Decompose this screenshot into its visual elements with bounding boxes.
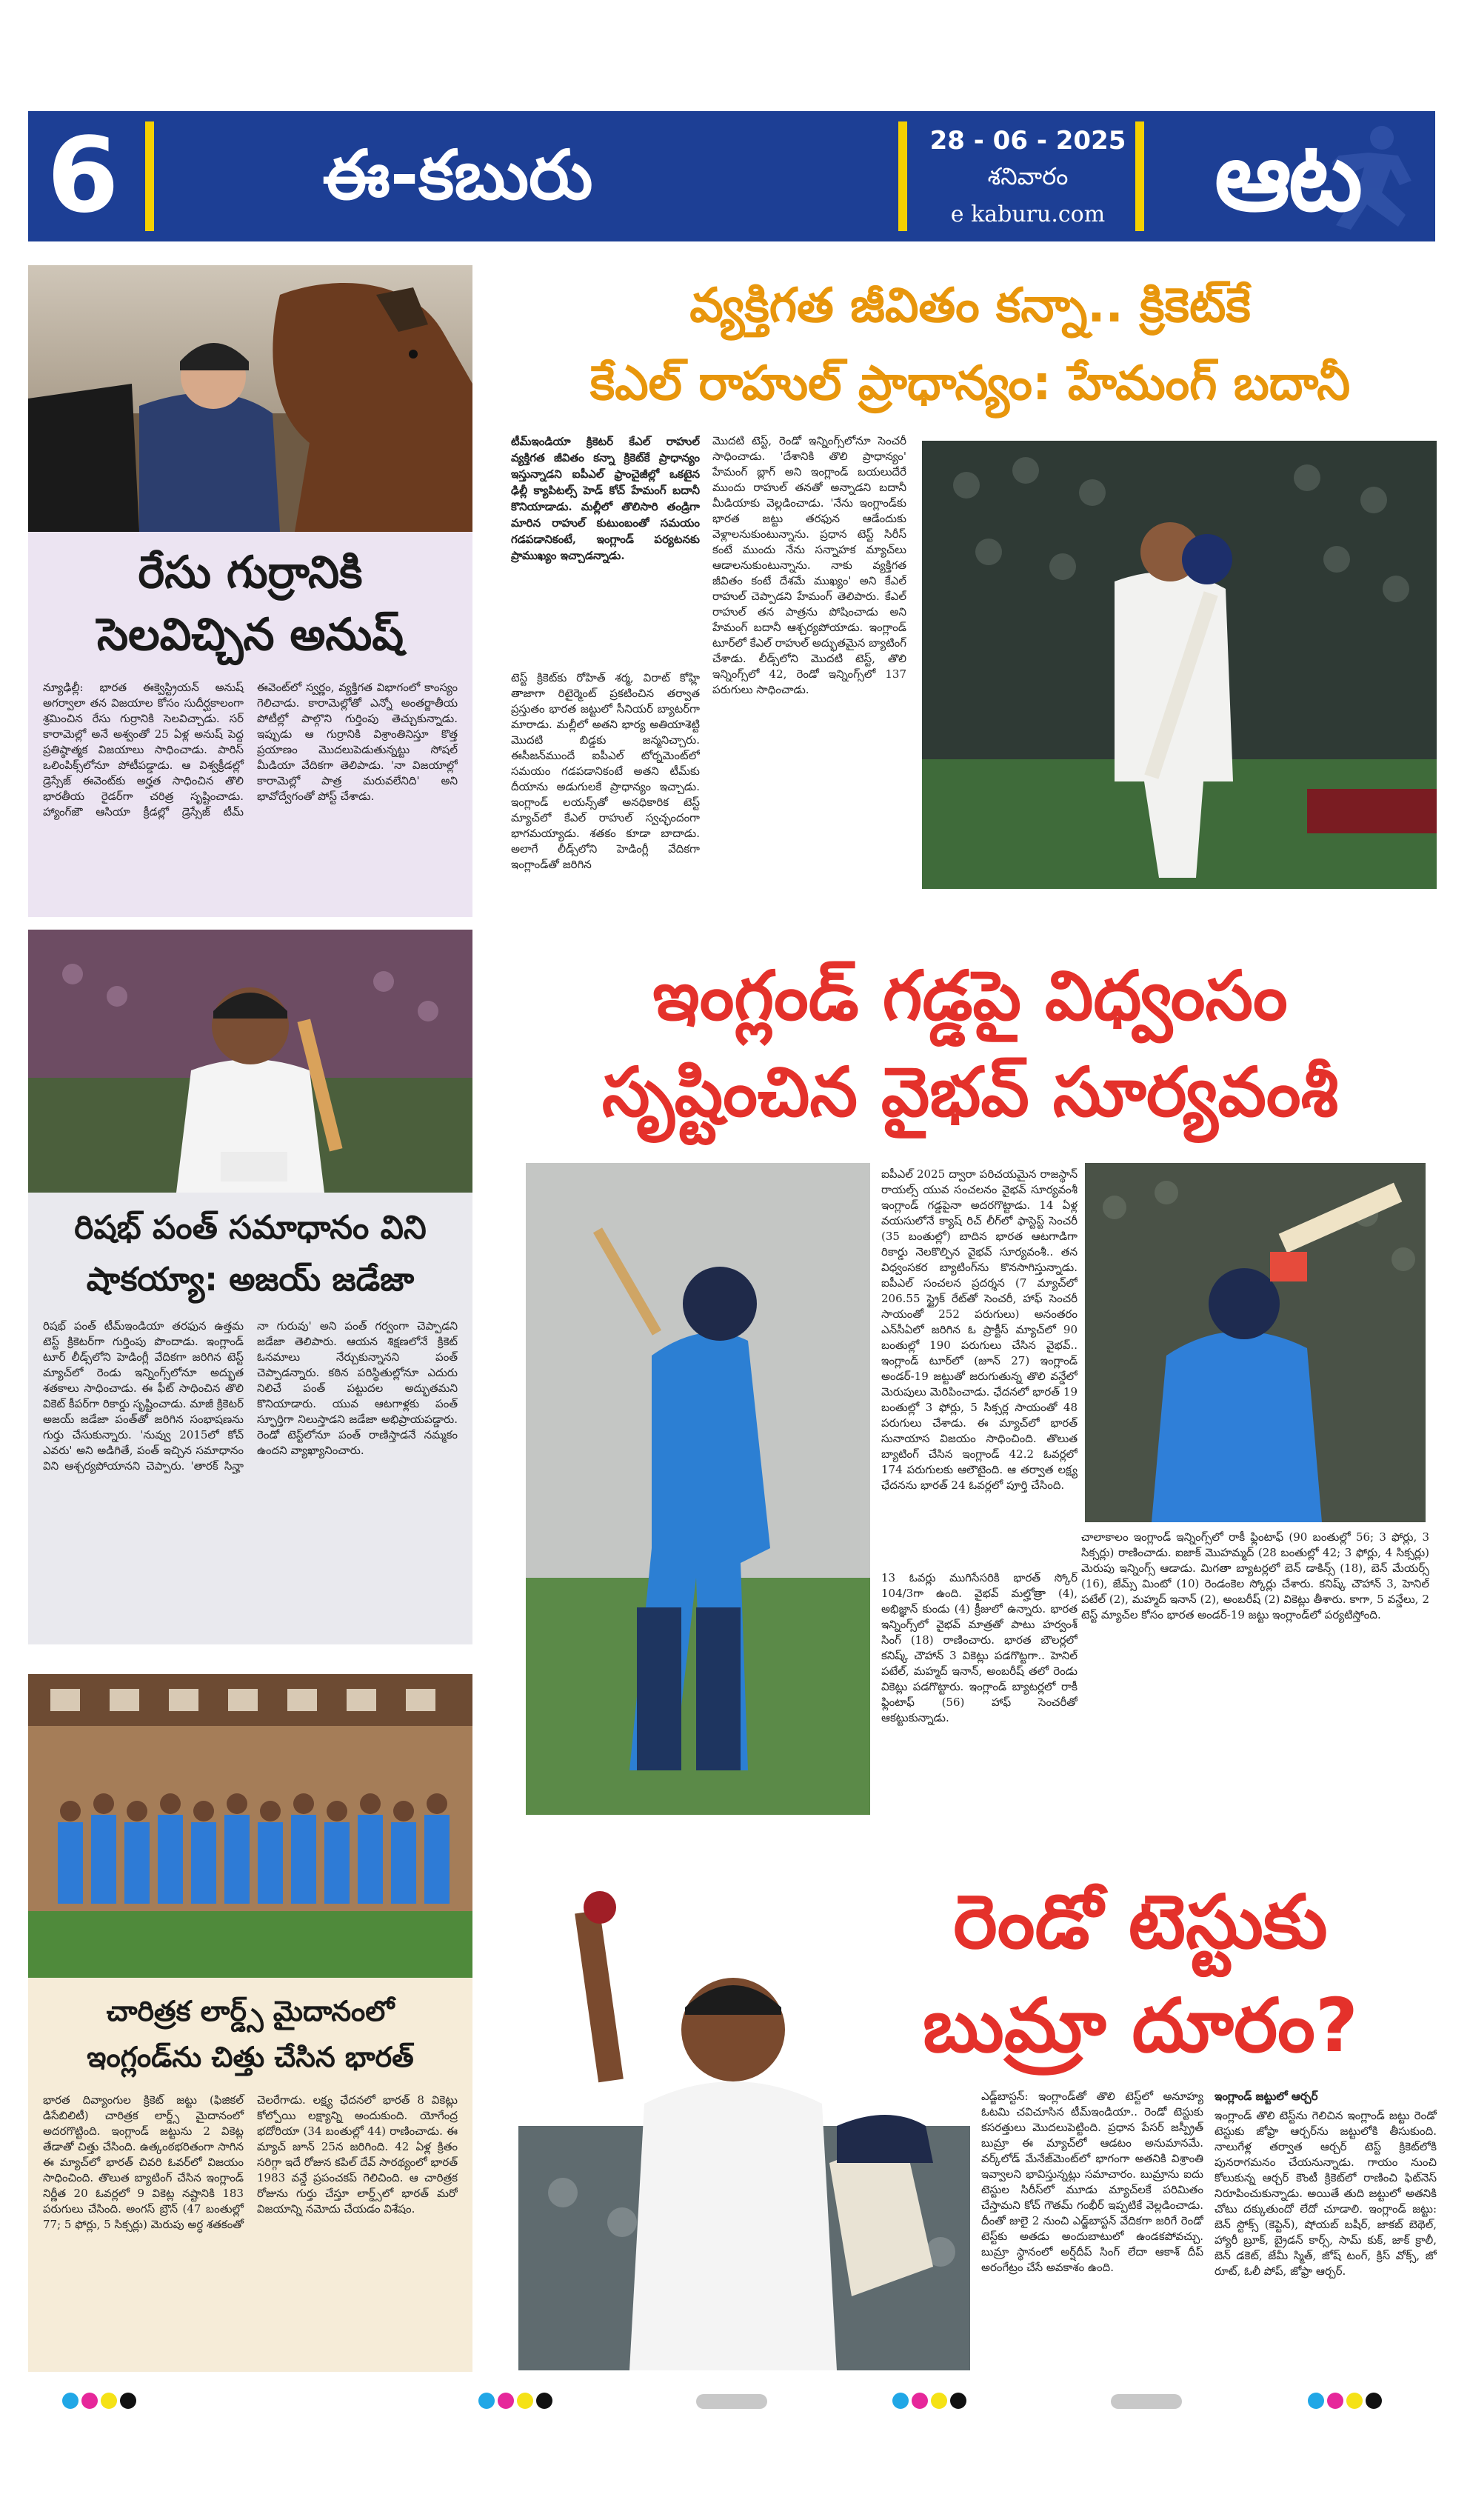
bumrah-headline-1: రెండో టెస్టుకు bbox=[953, 1879, 1328, 1965]
bumrah-body-right: ఇంగ్లాండ్ తొలి టెస్ట్‌ను గెలిచిన ఇంగ్లాండ్ జట్టు రెండో టెస్టుకు జోఫ్రా ఆర్చర్‌ను జట్టులోకి తీసుకుంది. నాలుగేళ్ల తర్వాత ఆర్చర్ టెస్ట్ క్రికెట్‌లోకి పునరాగమనం చేయనున్నాడు. గాయం నుంచి కోలుకున్న ఆర్చర్ కౌంటీ క్రికెట్‌లో రాణించి ఫిట్‌నెస్ నిరూపించుకున్నాడు. అయితే తుది జట్టులో అతనికి చోటు దక్కుతుందో లేదో చూడాలి. ఇంగ్లాండ్ జట్టు: బెన్ స్టోక్స్ (కెప్టెన్), షోయబ్ బషీర్, జాకబ్ బెథెల్, హ్యారీ బ్రూక్, బ్రైడన్ కార్స్, సామ్ కుక్, జాక్ క్రాలీ, బెన్ డకెట్, జేమీ స్మిత్, జోష్ టంగ్, క్రిస్ వోక్స్, జో రూట్, ఓలీ పోప్, జోఫ్రా ఆర్చర్. bbox=[1215, 2109, 1437, 2278]
anush-headline-2: సెలవిచ్చిన అనుష్ bbox=[96, 609, 404, 661]
masthead-divider bbox=[1135, 121, 1144, 231]
page-number: 6 bbox=[47, 116, 119, 236]
masthead-divider bbox=[145, 121, 154, 231]
color-registration-mark bbox=[478, 2393, 555, 2409]
bumrah-subhead: ఇంగ్లాండ్ జట్టులో ఆర్చర్ bbox=[1215, 2090, 1318, 2103]
masthead-divider bbox=[898, 121, 907, 231]
vaibhav-headline-2: సృష్టించిన వైభవ్ సూర్యవంశీ bbox=[601, 1053, 1339, 1132]
registration-bar bbox=[696, 2394, 767, 2409]
rahul-col2: మొదటి టెస్ట్, రెండో ఇన్నింగ్స్‌లోనూ సెంచరీ సాధించాడు. 'దేశానికి తొలి ప్రాధాన్యం' హేమంగ్ బ్లాగ్ అని ఇంగ్లాండ్ బయలుదేరే ముందు రాహుల్ తనతో అన్నాడని బదానీ మీడియాకు వెల్లడించాడు. 'నేను ఇంగ్లాండ్‌కు భారత జట్టు తరఫున ఆడేందుకు వెళ్లాలనుకుంటున్నాను. ప్రధాన టెస్ట్ సిరీస్ కంటే ముందు నేను సన్నాహక మ్యాచ్‌లు ఆడాలనుకుంటున్నాను. నాకు వ్యక్తిగత జీవితం కంటే దేశమే ముఖ్యం' అని కేఎల్ రాహుల్ చెప్పాడని హేమంగ్ తెలిపారు. కేఎల్ రాహుల్ తన పాత్రను పోషించాడు అని హేమంగ్ బదానీ ఆశ్చర్యపోయాడు. ఇంగ్లాండ్ టూర్‌లో కేఎల్ రాహుల్ అద్భుతమైన బ్యాటింగ్ చేశాడు. లీడ్స్‌లోని మొదటి టెస్ట్, తొలి ఇన్నింగ్స్‌లో 42, రెండో ఇన్నింగ్స్‌లో 137 పరుగులు సాధించాడు. bbox=[712, 434, 906, 696]
lords-headline-2: ఇంగ్లండ్‌ను చిత్తు చేసిన భారత్ bbox=[87, 2041, 414, 2073]
rahul-headline-2: కేఎల్ రాహుల్ ప్రాధాన్యం: హేమంగ్ బదానీ bbox=[589, 356, 1351, 411]
color-registration-mark bbox=[892, 2393, 969, 2409]
vaibhav-body-right: చాలాకాలం ఇంగ్లాండ్ ఇన్నింగ్స్‌లో రాకీ ఫ్లింటాఫ్ (90 బంతుల్లో 56; 3 ఫోర్లు, 3 సిక్సర్లు) రాణించాడు. ఐజాక్ మొహమ్మద్ (28 బంతుల్లో 42; 3 ఫోర్లు, 4 సిక్సర్లు) మెరుపు ఇన్నింగ్స్ ఆడాడు. మిగతా బ్యాటర్లలో బెన్ డాకిన్స్ (18), బెన్ మేయర్స్ (16), జేమ్స్ మింటో (10) రెండంకెల స్కోర్లు చేశారు. కనిష్క్ చౌహాన్ 3, హెనిల్ పటేల్ (2), మహ్మద్ ఇనాన్ (2), అంబరీష్ (2) వికెట్లు తీశారు. కాగా, 5 వన్డేలు, 2 టెస్ట్ మ్యాచ్‌ల కోసం భారత అండర్-19 జట్టు ఇంగ్లాండ్‌లో పర్యటిస్తోంది. bbox=[1081, 1530, 1429, 1621]
section-title: ఆట bbox=[1214, 120, 1360, 233]
paper-name: ఈ-కబురు bbox=[322, 136, 593, 215]
vaibhav-photo-right bbox=[1085, 1163, 1426, 1522]
issue-date: 28 - 06 - 2025 bbox=[929, 126, 1126, 156]
rahul-col1: టెస్ట్ క్రికెట్‌కు రోహిత్ శర్మ, విరాట్ కోహ్లి తాజాగా రిటైర్మెంట్ ప్రకటించిన తర్వాత ప్రస్తుతం భారత జట్టులో సీనియర్ బ్యాటర్‌గా మారాడు. మల్లీలో అతని భార్య అతియాశెట్టి మొదటి బిడ్డకు జన్మనిచ్చారు. ఈసీజన్‌ముందే ఐపీఎల్ టోర్నమెంట్‌లో సమయం గడపడానికంటే అతని టీమ్‌కు దీయాను అడుగులకే ప్రాధాన్యం ఇచ్చాడు. ఇంగ్లాండ్ లయన్స్‌తో అనధికారిక టెస్ట్ మ్యాచ్‌లో కేఎల్ రాహుల్ స్వచ్ఛందంగా భాగమయ్యాడు. శతకం కూడా బాదాడు. అలాగే లీడ్స్‌లోని హెడింగ్లీ వేదికగా ఇంగ్లాండ్‌తో జరిగిన bbox=[511, 671, 700, 871]
issue-day: శనివారం bbox=[987, 162, 1069, 190]
color-registration-mark bbox=[1308, 2393, 1385, 2409]
pant-headline-1: రిషభ్ పంత్ సమాధానం విని bbox=[74, 1209, 427, 1247]
pant-photo bbox=[28, 930, 472, 1193]
vaibhav-body-mid: ఐపీఎల్ 2025 ద్వారా పరిచయమైన రాజస్థాన్ రాయల్స్ యువ సంచలనం వైభవ్ సూర్యవంశీ ఇంగ్లాండ్ గడ్డపైనా అదరగొట్టాడు. 14 ఏళ్ల వయసులోనే క్యాష్ రిచ్ లీగ్‌లో ఫాస్టెస్ట్ సెంచరీ (35 బంతుల్లో) బాదిన భారత ఆటగాడిగా రికార్డు నెలకొల్పిన వైభవ్ సూర్యవంశీ.. తన విధ్వంసకర బ్యాటింగ్‌ను కొనసాగిస్తున్నాడు. ఐపీఎల్ సంచలన ప్రదర్శన (7 మ్యాచ్‌లో 206.55 స్ట్రైక్ రేట్‌తో సెంచరీ, హాఫ్ సెంచరీ సాయంతో 252 పరుగులు) అనంతరం ఎన్‌సీఏలో జరిగిన ఓ ప్రాక్టీస్ మ్యాచ్‌లో 90 బంతుల్లో 190 పరుగులు చేసిన వైభవ్.. ఇంగ్లాండ్ టూర్‌లో (జూన్ 27) ఇంగ్లాండ్ అండర్-19 జట్టుతో జరుగుతున్న తొలి వన్డేలో మెరుపులు మెరిపించాడు. ఛేదనలో భారత్ 19 బంతుల్లో 3 ఫోర్లు, 5 సిక్సర్ల సాయంతో 48 పరుగులు చేశాడు. ఈ మ్యాచ్‌లో భారత్ సునాయాస విజయం సాధించింది. తొలుత బ్యాటింగ్ చేసిన ఇంగ్లాండ్ 42.2 ఓవర్లలో 174 పరుగులకు ఆలౌటైంది. ఆ తర్వాత లక్ష్య ఛేదనను భారత్ 24 ఓవర్లలో పూర్తి చేసింది. bbox=[881, 1167, 1078, 1492]
vaibhav-photo-left bbox=[526, 1163, 870, 1815]
rahul-lead: టీమ్‌ఇండియా క్రికెటర్ కేఎల్ రాహుల్ వ్యక్తిగత జీవితం కన్నా క్రికెట్‌కే ప్రాధాన్యం ఇస్తున్నాడని ఐపీఎల్ ఫ్రాంచైజీల్లో ఒకటైన ఢిల్లీ క్యాపిటల్స్ హెడ్ కోచ్ హేమంగ్ బదానీ కొనియాడాడు. మల్లీలో తొలిసారి తండ్రిగా మారిన రాహుల్ కుటుంబంతో సమయం గడపడానికంటే, ఇంగ్లాండ్ పర్యటనకు ప్రాముఖ్యం ఇచ్చాడన్నాడు. bbox=[511, 435, 700, 562]
lords-body: భారత దివ్యాంగుల క్రికెట్ జట్టు (ఫిజికల్ డిసేబిలిటీ) చారిత్రక లార్డ్స్ మైదానంలో అదరగొట్టింది. ఇంగ్లాండ్ జట్టును 2 వికెట్ల తేడాతో చిత్తు చేసింది. ఉత్కంఠభరితంగా సాగిన ఈ మ్యాచ్‌లో భారత్ చివరి ఓవర్‌లో విజయం సాధించింది. తొలుత బ్యాటింగ్ చేసిన ఇంగ్లాండ్ నిర్ణీత 20 ఓవర్లలో 9 వికెట్ల నష్టానికి 183 పరుగులు చేసింది. అంగస్ బ్రౌన్ (47 బంతుల్లో 77; 5 ఫోర్లు, 5 సిక్సర్లు) మెరుపు అర్ధ శతకంతో చెలరేగాడు. లక్ష్య ఛేదనలో భారత్ 8 వికెట్లు కోల్పోయి లక్ష్యాన్ని అందుకుంది. యోగేంద్ర భదోరియా (34 బంతుల్లో 44) రాణించాడు. ఈ మ్యాచ్ జూన్ 25న జరిగింది. 42 ఏళ్ల క్రితం సరిగ్గా ఇదే రోజున కపిల్ దేవ్ సారథ్యంలో భారత్ 1983 వన్డే ప్రపంచకప్ గెలిచింది. ఆ చారిత్రక రోజును గుర్తు చేస్తూ లార్డ్స్‌లో భారత్ మరో విజయాన్ని నమోదు చేయడం విశేషం. bbox=[43, 2093, 458, 2231]
bumrah-headline-2: బుమ్రా దూరం? bbox=[923, 1982, 1358, 2069]
registration-bar bbox=[1111, 2394, 1182, 2409]
lords-team-photo bbox=[28, 1674, 472, 1978]
pant-headline-2: షాకయ్యా: అజయ్ జడేజా bbox=[86, 1261, 415, 1299]
anush-body: న్యూఢిల్లీ: భారత ఈక్వెస్ట్రియన్ అనుష్ అగర్వాలా తన విజయాల కోసం సుదీర్ఘకాలంగా శ్రమించిన రేసు గుర్రానికి సెలవిచ్చాడు. సర్ కారామెల్లో అనే అశ్వంతో 25 ఏళ్ల అనుష్ పెద్ద ప్రతిష్ఠాత్మక విజయాలు సాధించాడు. పారిస్ ఒలింపిక్స్‌లోనూ పోటీపడ్డాడు. ఆ విశ్వక్రీడల్లో డ్రెస్సేజ్ ఈవెంట్‌కు అర్హత సాధించిన తొలి భారతీయ రైడర్‌గా చరిత్ర సృష్టించాడు. హ్యాంగ్‌జౌ ఆసియా క్రీడల్లో డ్రెస్సేజ్ టీమ్ ఈవెంట్‌లో స్వర్ణం, వ్యక్తిగత విభాగంలో కాంస్యం గెలిచాడు. కారామెల్లోతో ఎన్నో అంతర్జాతీయ పోటీల్లో పాల్గొని గుర్తింపు తెచ్చుకున్నాడు. ఇప్పుడు ఆ గుర్రానికి విశ్రాంతినిస్తూ కొత్త ప్రయాణం మొదలుపెడుతున్నట్టు సోషల్ మీడియా వేదికగా తెలిపాడు. 'నా విజయాల్లో కారామెల్లో పాత్ర మరువలేనిది' అని భావోద్వేగంతో పోస్ట్ చేశాడు. bbox=[43, 681, 458, 819]
website[interactable]: e kaburu.com bbox=[950, 201, 1106, 227]
vaibhav-headline-1: ఇంగ్లండ్ గడ్డపై విధ్వంసం bbox=[652, 956, 1288, 1036]
rahul-headline-1: వ్యక్తిగత జీవితం కన్నా.. క్రికెట్‌కే bbox=[689, 279, 1251, 333]
anush-photo bbox=[28, 265, 472, 532]
color-registration-mark bbox=[62, 2393, 139, 2409]
anush-headline-1: రేసు గుర్రానికి bbox=[138, 547, 363, 599]
bumrah-body-left: ఎడ్జ్‌బాస్టన్: ఇంగ్లాండ్‌తో తొలి టెస్ట్‌లో అనూహ్య ఓటమి చవిచూసిన టీమ్‌ఇండియా.. రెండో టెస్టుకు కసరత్తులు మొదలుపెట్టింది. ప్రధాన పేసర్ జస్ప్రీత్ బుమ్రా ఈ మ్యాచ్‌లో ఆడటం అనుమానమే. వర్క్‌లోడ్ మేనేజ్‌మెంట్‌లో భాగంగా అతనికి విశ్రాంతి ఇవ్వాలని భావిస్తున్నట్లు సమాచారం. బుమ్రాను ఐదు టెస్టుల సిరీస్‌లో మూడు మ్యాచ్‌లకే పరిమితం చేస్తామని కోచ్ గౌతమ్ గంభీర్ ఇప్పటికే వెల్లడించాడు. దీంతో జులై 2 నుంచి ఎడ్జ్‌బాస్టన్ వేదికగా జరిగే రెండో టెస్ట్‌కు అతడు అందుబాటులో ఉండకపోవచ్చు. బుమ్రా స్థానంలో అర్ష్‌దీప్ సింగ్ లేదా ఆకాశ్ దీప్ అరంగేట్రం చేసే అవకాశం ఉంది. bbox=[981, 2090, 1203, 2274]
rahul-photo bbox=[922, 441, 1437, 889]
vaibhav-body-bottom: 13 ఓవర్లు ముగిసేసరికి భారత్ స్కోర్ 104/3గా ఉంది. వైభవ్ మల్హోత్రా (4), అభిజ్ఞాన్ కుండు (4) క్రీజులో ఉన్నారు. భారత ఇన్నింగ్స్‌లో వైభవ్ మాత్రతో పాటు హర్వంశ్ సింగ్ (18) రాణించారు. భారత బౌలర్లలో కనిష్క్ చౌహాన్ 3 వికెట్లు పడగొట్టగా.. హెనిల్ పటేల్, మహ్మద్ ఇనాన్, అంబరీష్ తలో రెండు వికెట్లు పడగొట్టారు. ఇంగ్లాండ్ బ్యాటర్లలో రాకీ ఫ్లింటాఫ్ (56) హాఫ్ సెంచరీతో ఆకట్టుకున్నాడు. bbox=[881, 1571, 1078, 1724]
pant-body: రిషభ్ పంత్ టీమ్‌ఇండియా తరఫున ఉత్తమ టెస్ట్ క్రికెటర్‌గా గుర్తింపు పొందాడు. ఇంగ్లాండ్ టూర్ లీడ్స్‌లోని హెడింగ్లీ వేదికగా జరిగిన టెస్ట్ మ్యాచ్‌లో రెండు ఇన్నింగ్స్‌లోనూ అద్భుత శతకాలు సాధించాడు. ఈ ఫీట్ సాధించిన తొలి వికెట్ కీపర్‌గా రికార్డు సృష్టించాడు. మాజీ క్రికెటర్ అజయ్ జడేజా పంత్‌తో జరిగిన సంభాషణను గుర్తు చేసుకున్నారు. 'నువ్వు 2015లో కోచ్ ఎవరు' అని అడిగితే, పంత్ ఇచ్చిన సమాధానం విని ఆశ్చర్యపోయానని చెప్పారు. 'తారక్ సిన్హా నా గురువు' అని పంత్ గర్వంగా చెప్పాడని జడేజా తెలిపారు. ఆయన శిక్షణలోనే క్రికెట్ ఓనమాలు నేర్చుకున్నానని పంత్ చెప్పాడన్నారు. కఠిన పరిస్థితుల్లోనూ ఎదురు నిలిచే పంత్ పట్టుదల అద్భుతమని కొనియాడారు. యువ ఆటగాళ్లకు పంత్ స్ఫూర్తిగా నిలుస్తాడని జడేజా అభిప్రాయపడ్డారు. రెండో టెస్ట్‌లోనూ పంత్ రాణిస్తాడనే నమ్మకం ఉందని వ్యాఖ్యానించారు. bbox=[43, 1319, 458, 1473]
lords-headline-1: చారిత్రక లార్డ్స్ మైదానంలో bbox=[106, 1995, 395, 2027]
masthead bbox=[28, 111, 1435, 241]
